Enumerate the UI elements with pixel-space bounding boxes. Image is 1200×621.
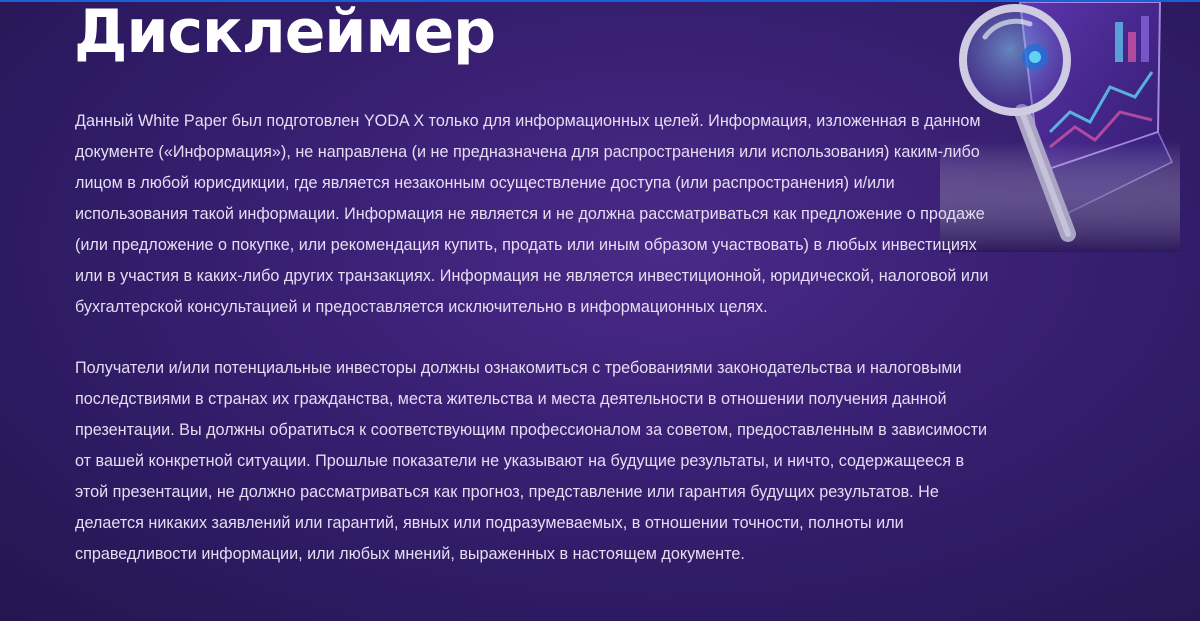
disclaimer-paragraph-1: Данный White Paper был подготовлен YODA X только для информационных целей. Информация, изложенная в данном документе («Информация»), не направлена (и не предназначена для распространения или использования) каким-либо лицом в любой юрисдикции, где является незаконным осуществление доступа (или распространения) и/или использования такой информации. Информация не является и не должна рассматриваться как предложение о продаже (или предложение о покупке, или рекомендация купить, продать или иным образом участвовать) в любых инвестициях или в участия в каких-либо других транзакциях. Информация не является инвестиционной, юридической, налоговой или бухгалтерской консультацией и предоставляется исключительно в информационных целях. (75, 112, 989, 316)
disclaimer-body (75, 106, 1035, 600)
page-title: Дисклеймер (74, 0, 496, 67)
disclaimer-paragraph-2: Получатели и/или потенциальные инвесторы должны ознакомиться с требованиями законодательства и налоговыми последствиями в странах их гражданства, места жительства и места деятельности в отношении получения данной презентации. Вы должны обратиться к соответствующим профессионалом за советом, предоставленным в зависимости от вашей конкретной ситуации. Прошлые показатели не указывают на будущие результаты, и ничто, содержащееся в этой презентации, не должно рассматриваться как прогноз, представление или гарантия будущих результатов. Не делается никаких заявлений или гарантий, явных или подразумеваемых, в отношении точности, полноты или справедливости информации, или любых мнений, выраженных в настоящем документе. (75, 359, 988, 563)
